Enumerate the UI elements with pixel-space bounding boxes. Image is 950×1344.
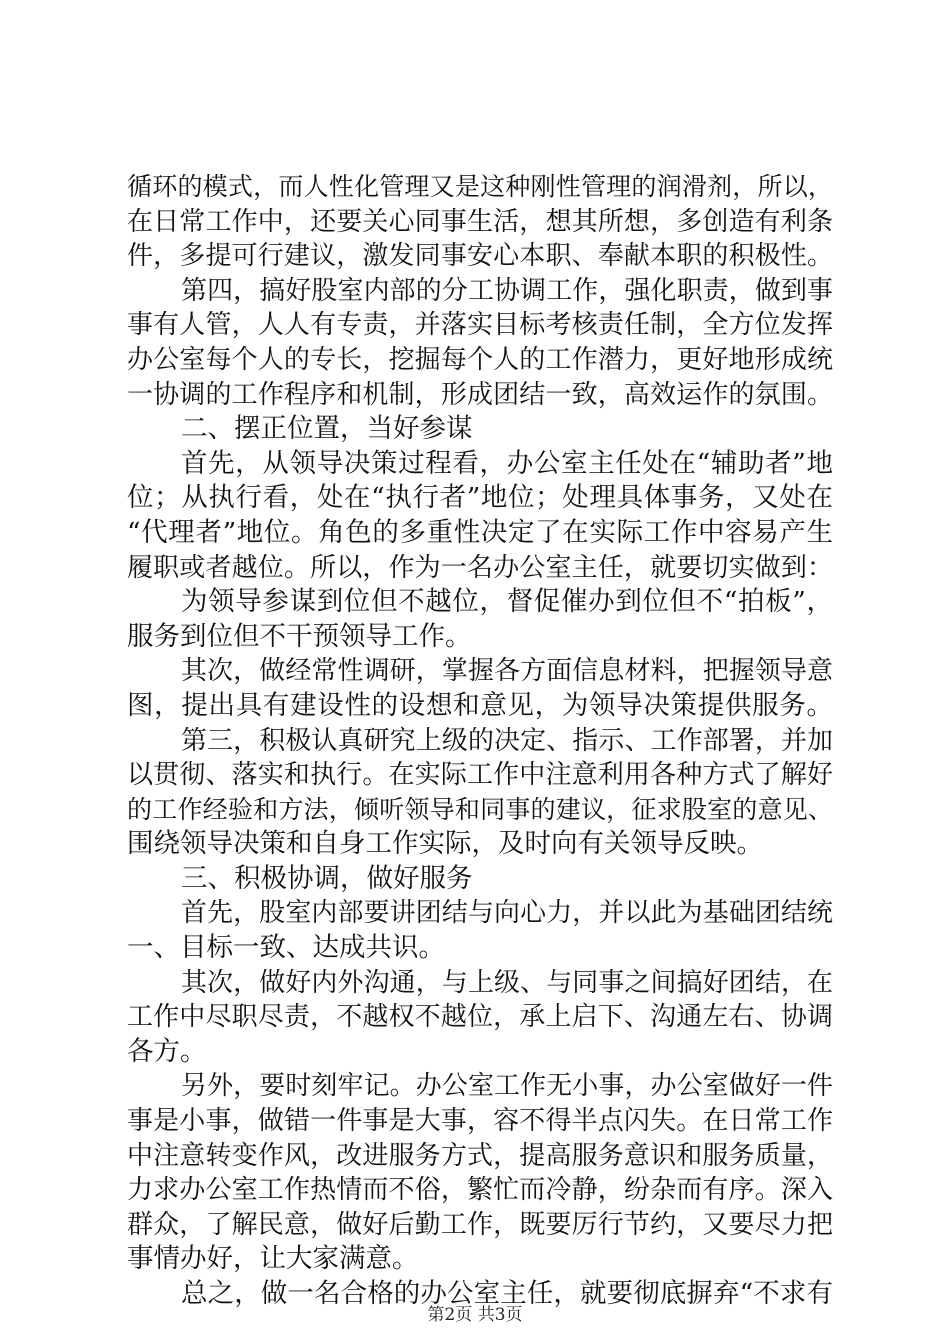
document-body <box>127 170 833 1312</box>
text-line: 一、目标一致、达成共识。 <box>127 932 445 964</box>
text-line: 一协调的工作程序和机制，形成团结一致，高效运作的氛围。 <box>127 379 833 410</box>
text-line: 其次，做经常性调研，掌握各方面信息材料，把握领导意 <box>181 656 833 687</box>
text-line: 首先，从领导决策过程看，办公室主任处在“辅助者”地 <box>181 447 833 479</box>
text-line: 办公室每个人的专长，挖掘每个人的工作潜力，更好地形成统 <box>127 344 833 375</box>
text-line: 以贯彻、落实和执行。在实际工作中注意利用各种方式了解好 <box>127 760 833 791</box>
text-line: 服务到位但不干预领导工作。 <box>127 620 472 652</box>
text-line: 围绕领导决策和自身工作实际，及时向有关领导反映。 <box>127 828 763 860</box>
text-line: 在日常工作中，还要关心同事生活，想其所想，多创造有利条 <box>127 206 833 237</box>
text-line: 事是小事，做错一件事是大事，容不得半点闪失。在日常工作 <box>127 1106 833 1137</box>
text-line: 为领导参谋到位但不越位，督促催办到位但不“拍板”， <box>181 586 833 618</box>
page-number-footer: 第2页 共3页 <box>427 1305 523 1325</box>
text-line: 事情办好，让大家满意。 <box>127 1243 419 1275</box>
text-line: 另外，要时刻牢记。办公室工作无小事，办公室做好一件 <box>181 1071 833 1102</box>
text-line: “代理者”地位。角色的多重性决定了在实际工作中容易产生 <box>127 516 833 548</box>
text-line: 各方。 <box>127 1035 207 1067</box>
section-heading: 二、摆正位置，当好参谋 <box>181 413 473 445</box>
text-line: 中注意转变作风，改进服务方式，提高服务意识和服务质量， <box>127 1140 833 1171</box>
text-line: 首先，股室内部要讲团结与向心力，并以此为基础团结统 <box>181 898 833 929</box>
section-heading: 三、积极协调，做好服务 <box>181 862 473 894</box>
text-line: 事有人管，人人有专责，并落实目标考核责任制，全方位发挥 <box>127 310 833 341</box>
text-line: 履职或者越位。所以，作为一名办公室主任，就要切实做到： <box>127 552 833 583</box>
text-line: 件，多提可行建议，激发同事安心本职、奉献本职的积极性。 <box>127 241 833 272</box>
text-line: 工作中尽职尽责，不越权不越位，承上启下、沟通左右、协调 <box>127 1002 833 1033</box>
text-line: 的工作经验和方法，倾听领导和同事的建议，征求股室的意见、 <box>127 794 833 824</box>
text-line: 总之，做一名合格的办公室主任，就要彻底摒弃“不求有 <box>181 1278 833 1309</box>
text-line: 第三，积极认真研究上级的决定、指示、工作部署，并加 <box>181 725 833 756</box>
text-line: 第四，搞好股室内部的分工协调工作，强化职责，做到事 <box>181 275 833 306</box>
text-line: 其次，做好内外沟通，与上级、与同事之间搞好团结，在 <box>181 967 833 998</box>
text-line: 循环的模式，而人性化管理又是这种刚性管理的润滑剂，所以， <box>127 172 833 201</box>
text-line: 位；从执行看，处在“执行者”地位；处理具体事务，又处在 <box>127 482 833 514</box>
text-line: 图，提出具有建设性的设想和意见，为领导决策提供服务。 <box>127 689 833 721</box>
text-line: 群众，了解民意，做好后勤工作，既要厉行节约，又要尽力把 <box>127 1209 833 1240</box>
text-line: 力求办公室工作热情而不俗，繁忙而冷静，纷杂而有序。深入 <box>127 1175 833 1206</box>
